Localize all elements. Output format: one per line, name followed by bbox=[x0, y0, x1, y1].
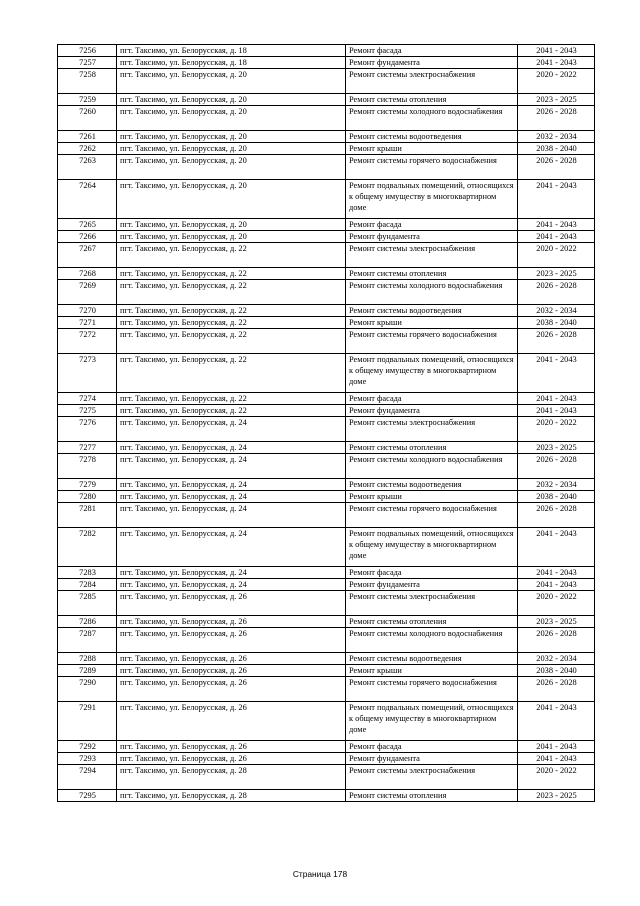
row-number: 7289 bbox=[58, 665, 117, 677]
row-period: 2023 - 2025 bbox=[518, 790, 595, 802]
row-work-type: Ремонт фундамента bbox=[346, 753, 518, 765]
row-period: 2041 - 2043 bbox=[518, 57, 595, 69]
row-address: пгт. Таксимо, ул. Белорусская, д. 26 bbox=[117, 628, 346, 653]
row-number: 7276 bbox=[58, 417, 117, 442]
row-address: пгт. Таксимо, ул. Белорусская, д. 24 bbox=[117, 417, 346, 442]
row-number: 7292 bbox=[58, 741, 117, 753]
row-number: 7272 bbox=[58, 329, 117, 354]
row-address: пгт. Таксимо, ул. Белорусская, д. 26 bbox=[117, 665, 346, 677]
row-period: 2041 - 2043 bbox=[518, 753, 595, 765]
table-body bbox=[58, 45, 595, 802]
row-work-type: Ремонт крыши bbox=[346, 317, 518, 329]
row-work-type: Ремонт системы водоотведения bbox=[346, 305, 518, 317]
row-address: пгт. Таксимо, ул. Белорусская, д. 28 bbox=[117, 765, 346, 790]
row-work-type: Ремонт системы отопления bbox=[346, 790, 518, 802]
table-row bbox=[58, 155, 595, 180]
row-work-type: Ремонт фундамента bbox=[346, 57, 518, 69]
row-number: 7271 bbox=[58, 317, 117, 329]
table-row bbox=[58, 765, 595, 790]
row-number: 7280 bbox=[58, 491, 117, 503]
table-row bbox=[58, 653, 595, 665]
row-work-type: Ремонт системы отопления bbox=[346, 268, 518, 280]
row-number: 7290 bbox=[58, 677, 117, 702]
row-period: 2041 - 2043 bbox=[518, 45, 595, 57]
row-address: пгт. Таксимо, ул. Белорусская, д. 22 bbox=[117, 405, 346, 417]
row-work-type: Ремонт подвальных помещений, относящихся к общему имуществу в многоквартирном доме bbox=[346, 702, 518, 741]
row-address: пгт. Таксимо, ул. Белорусская, д. 24 bbox=[117, 442, 346, 454]
row-work-type: Ремонт системы водоотведения bbox=[346, 479, 518, 491]
table-row bbox=[58, 69, 595, 94]
row-work-type: Ремонт фундамента bbox=[346, 579, 518, 591]
table-row bbox=[58, 405, 595, 417]
row-period: 2038 - 2040 bbox=[518, 317, 595, 329]
row-work-type: Ремонт системы холодного водоснабжения bbox=[346, 454, 518, 479]
row-number: 7278 bbox=[58, 454, 117, 479]
row-work-type: Ремонт фасада bbox=[346, 741, 518, 753]
row-work-type: Ремонт крыши bbox=[346, 143, 518, 155]
row-number: 7268 bbox=[58, 268, 117, 280]
row-work-type: Ремонт фасада bbox=[346, 393, 518, 405]
row-period: 2041 - 2043 bbox=[518, 393, 595, 405]
row-number: 7263 bbox=[58, 155, 117, 180]
row-address: пгт. Таксимо, ул. Белорусская, д. 20 bbox=[117, 143, 346, 155]
row-period: 2041 - 2043 bbox=[518, 579, 595, 591]
row-work-type: Ремонт системы электроснабжения bbox=[346, 591, 518, 616]
row-number: 7258 bbox=[58, 69, 117, 94]
row-period: 2026 - 2028 bbox=[518, 677, 595, 702]
row-period: 2038 - 2040 bbox=[518, 665, 595, 677]
row-number: 7281 bbox=[58, 503, 117, 528]
row-address: пгт. Таксимо, ул. Белорусская, д. 24 bbox=[117, 454, 346, 479]
row-work-type: Ремонт подвальных помещений, относящихся к общему имуществу в многоквартирном доме bbox=[346, 354, 518, 393]
row-work-type: Ремонт системы горячего водоснабжения bbox=[346, 677, 518, 702]
table-row bbox=[58, 329, 595, 354]
table-row bbox=[58, 354, 595, 393]
row-work-type: Ремонт системы водоотведения bbox=[346, 653, 518, 665]
row-number: 7270 bbox=[58, 305, 117, 317]
row-address: пгт. Таксимо, ул. Белорусская, д. 28 bbox=[117, 790, 346, 802]
table-row bbox=[58, 280, 595, 305]
row-number: 7256 bbox=[58, 45, 117, 57]
row-period: 2032 - 2034 bbox=[518, 653, 595, 665]
row-number: 7294 bbox=[58, 765, 117, 790]
row-number: 7266 bbox=[58, 231, 117, 243]
row-address: пгт. Таксимо, ул. Белорусская, д. 24 bbox=[117, 528, 346, 567]
row-address: пгт. Таксимо, ул. Белорусская, д. 24 bbox=[117, 503, 346, 528]
row-work-type: Ремонт подвальных помещений, относящихся к общему имуществу в многоквартирном доме bbox=[346, 528, 518, 567]
row-work-type: Ремонт системы холодного водоснабжения bbox=[346, 628, 518, 653]
row-period: 2041 - 2043 bbox=[518, 219, 595, 231]
row-address: пгт. Таксимо, ул. Белорусская, д. 24 bbox=[117, 567, 346, 579]
row-address: пгт. Таксимо, ул. Белорусская, д. 22 bbox=[117, 317, 346, 329]
row-period: 2026 - 2028 bbox=[518, 329, 595, 354]
row-period: 2041 - 2043 bbox=[518, 180, 595, 219]
row-address: пгт. Таксимо, ул. Белорусская, д. 20 bbox=[117, 69, 346, 94]
page-number: Страница 178 bbox=[292, 869, 348, 879]
row-number: 7291 bbox=[58, 702, 117, 741]
row-number: 7274 bbox=[58, 393, 117, 405]
row-work-type: Ремонт системы отопления bbox=[346, 616, 518, 628]
row-number: 7284 bbox=[58, 579, 117, 591]
row-period: 2026 - 2028 bbox=[518, 454, 595, 479]
row-address: пгт. Таксимо, ул. Белорусская, д. 24 bbox=[117, 491, 346, 503]
table-row bbox=[58, 579, 595, 591]
row-number: 7277 bbox=[58, 442, 117, 454]
table-row bbox=[58, 180, 595, 219]
row-work-type: Ремонт системы электроснабжения bbox=[346, 765, 518, 790]
table-row bbox=[58, 393, 595, 405]
row-work-type: Ремонт фундамента bbox=[346, 405, 518, 417]
row-period: 2041 - 2043 bbox=[518, 405, 595, 417]
row-period: 2038 - 2040 bbox=[518, 491, 595, 503]
row-address: пгт. Таксимо, ул. Белорусская, д. 22 bbox=[117, 354, 346, 393]
table-row bbox=[58, 567, 595, 579]
row-period: 2026 - 2028 bbox=[518, 155, 595, 180]
row-period: 2023 - 2025 bbox=[518, 94, 595, 106]
row-number: 7269 bbox=[58, 280, 117, 305]
row-period: 2020 - 2022 bbox=[518, 417, 595, 442]
row-address: пгт. Таксимо, ул. Белорусская, д. 26 bbox=[117, 702, 346, 741]
row-period: 2041 - 2043 bbox=[518, 528, 595, 567]
row-period: 2032 - 2034 bbox=[518, 305, 595, 317]
row-address: пгт. Таксимо, ул. Белорусская, д. 20 bbox=[117, 180, 346, 219]
table-row bbox=[58, 491, 595, 503]
row-number: 7285 bbox=[58, 591, 117, 616]
table-row bbox=[58, 741, 595, 753]
row-address: пгт. Таксимо, ул. Белорусская, д. 20 bbox=[117, 219, 346, 231]
row-period: 2020 - 2022 bbox=[518, 69, 595, 94]
row-period: 2026 - 2028 bbox=[518, 503, 595, 528]
row-number: 7282 bbox=[58, 528, 117, 567]
table-row bbox=[58, 454, 595, 479]
row-address: пгт. Таксимо, ул. Белорусская, д. 20 bbox=[117, 231, 346, 243]
row-period: 2020 - 2022 bbox=[518, 243, 595, 268]
row-address: пгт. Таксимо, ул. Белорусская, д. 24 bbox=[117, 479, 346, 491]
row-period: 2041 - 2043 bbox=[518, 567, 595, 579]
row-number: 7283 bbox=[58, 567, 117, 579]
row-work-type: Ремонт системы горячего водоснабжения bbox=[346, 503, 518, 528]
row-number: 7287 bbox=[58, 628, 117, 653]
row-work-type: Ремонт системы электроснабжения bbox=[346, 417, 518, 442]
row-work-type: Ремонт системы водоотведения bbox=[346, 131, 518, 143]
row-address: пгт. Таксимо, ул. Белорусская, д. 20 bbox=[117, 106, 346, 131]
row-number: 7293 bbox=[58, 753, 117, 765]
row-period: 2032 - 2034 bbox=[518, 479, 595, 491]
row-work-type: Ремонт системы электроснабжения bbox=[346, 69, 518, 94]
row-number: 7267 bbox=[58, 243, 117, 268]
table-row bbox=[58, 665, 595, 677]
row-address: пгт. Таксимо, ул. Белорусская, д. 20 bbox=[117, 155, 346, 180]
table-row bbox=[58, 616, 595, 628]
table-row bbox=[58, 131, 595, 143]
table-row bbox=[58, 442, 595, 454]
row-period: 2020 - 2022 bbox=[518, 765, 595, 790]
row-work-type: Ремонт системы холодного водоснабжения bbox=[346, 106, 518, 131]
row-number: 7261 bbox=[58, 131, 117, 143]
row-address: пгт. Таксимо, ул. Белорусская, д. 24 bbox=[117, 579, 346, 591]
row-work-type: Ремонт системы электроснабжения bbox=[346, 243, 518, 268]
row-work-type: Ремонт системы холодного водоснабжения bbox=[346, 280, 518, 305]
row-work-type: Ремонт системы отопления bbox=[346, 94, 518, 106]
row-address: пгт. Таксимо, ул. Белорусская, д. 26 bbox=[117, 591, 346, 616]
row-period: 2041 - 2043 bbox=[518, 702, 595, 741]
row-number: 7259 bbox=[58, 94, 117, 106]
row-number: 7262 bbox=[58, 143, 117, 155]
table-row bbox=[58, 753, 595, 765]
table-row bbox=[58, 417, 595, 442]
row-address: пгт. Таксимо, ул. Белорусская, д. 20 bbox=[117, 131, 346, 143]
row-address: пгт. Таксимо, ул. Белорусская, д. 22 bbox=[117, 280, 346, 305]
row-work-type: Ремонт системы горячего водоснабжения bbox=[346, 329, 518, 354]
table-row bbox=[58, 94, 595, 106]
row-address: пгт. Таксимо, ул. Белорусская, д. 22 bbox=[117, 243, 346, 268]
row-address: пгт. Таксимо, ул. Белорусская, д. 22 bbox=[117, 329, 346, 354]
table-row bbox=[58, 243, 595, 268]
row-work-type: Ремонт фасада bbox=[346, 567, 518, 579]
row-period: 2041 - 2043 bbox=[518, 231, 595, 243]
row-work-type: Ремонт крыши bbox=[346, 491, 518, 503]
row-address: пгт. Таксимо, ул. Белорусская, д. 26 bbox=[117, 616, 346, 628]
table-row bbox=[58, 219, 595, 231]
row-period: 2026 - 2028 bbox=[518, 280, 595, 305]
row-period: 2026 - 2028 bbox=[518, 628, 595, 653]
row-address: пгт. Таксимо, ул. Белорусская, д. 22 bbox=[117, 268, 346, 280]
table-row bbox=[58, 57, 595, 69]
row-period: 2038 - 2040 bbox=[518, 143, 595, 155]
row-work-type: Ремонт системы горячего водоснабжения bbox=[346, 155, 518, 180]
row-period: 2023 - 2025 bbox=[518, 442, 595, 454]
row-number: 7275 bbox=[58, 405, 117, 417]
table-row bbox=[58, 479, 595, 491]
row-address: пгт. Таксимо, ул. Белорусская, д. 20 bbox=[117, 94, 346, 106]
table-row bbox=[58, 143, 595, 155]
row-period: 2032 - 2034 bbox=[518, 131, 595, 143]
row-period: 2023 - 2025 bbox=[518, 268, 595, 280]
row-number: 7295 bbox=[58, 790, 117, 802]
row-number: 7265 bbox=[58, 219, 117, 231]
table-row bbox=[58, 268, 595, 280]
row-work-type: Ремонт фасада bbox=[346, 219, 518, 231]
row-number: 7279 bbox=[58, 479, 117, 491]
table-row bbox=[58, 317, 595, 329]
row-period: 2041 - 2043 bbox=[518, 741, 595, 753]
row-address: пгт. Таксимо, ул. Белорусская, д. 26 bbox=[117, 677, 346, 702]
row-address: пгт. Таксимо, ул. Белорусская, д. 18 bbox=[117, 57, 346, 69]
table-row bbox=[58, 528, 595, 567]
table-row bbox=[58, 305, 595, 317]
row-number: 7260 bbox=[58, 106, 117, 131]
row-number: 7257 bbox=[58, 57, 117, 69]
repair-schedule-table bbox=[57, 44, 595, 802]
row-work-type: Ремонт системы отопления bbox=[346, 442, 518, 454]
row-period: 2026 - 2028 bbox=[518, 106, 595, 131]
row-work-type: Ремонт подвальных помещений, относящихся к общему имуществу в многоквартирном доме bbox=[346, 180, 518, 219]
table-row bbox=[58, 106, 595, 131]
row-address: пгт. Таксимо, ул. Белорусская, д. 26 bbox=[117, 741, 346, 753]
table-row bbox=[58, 231, 595, 243]
row-address: пгт. Таксимо, ул. Белорусская, д. 26 bbox=[117, 753, 346, 765]
row-work-type: Ремонт крыши bbox=[346, 665, 518, 677]
row-work-type: Ремонт фасада bbox=[346, 45, 518, 57]
table-row bbox=[58, 503, 595, 528]
row-address: пгт. Таксимо, ул. Белорусская, д. 18 bbox=[117, 45, 346, 57]
row-work-type: Ремонт фундамента bbox=[346, 231, 518, 243]
table-row bbox=[58, 591, 595, 616]
table-row bbox=[58, 702, 595, 741]
row-address: пгт. Таксимо, ул. Белорусская, д. 26 bbox=[117, 653, 346, 665]
table-row bbox=[58, 45, 595, 57]
row-address: пгт. Таксимо, ул. Белорусская, д. 22 bbox=[117, 305, 346, 317]
table-row bbox=[58, 790, 595, 802]
row-number: 7273 bbox=[58, 354, 117, 393]
row-period: 2020 - 2022 bbox=[518, 591, 595, 616]
row-period: 2041 - 2043 bbox=[518, 354, 595, 393]
row-period: 2023 - 2025 bbox=[518, 616, 595, 628]
row-number: 7288 bbox=[58, 653, 117, 665]
row-number: 7286 bbox=[58, 616, 117, 628]
row-number: 7264 bbox=[58, 180, 117, 219]
table-row bbox=[58, 628, 595, 653]
row-address: пгт. Таксимо, ул. Белорусская, д. 22 bbox=[117, 393, 346, 405]
table-row bbox=[58, 677, 595, 702]
